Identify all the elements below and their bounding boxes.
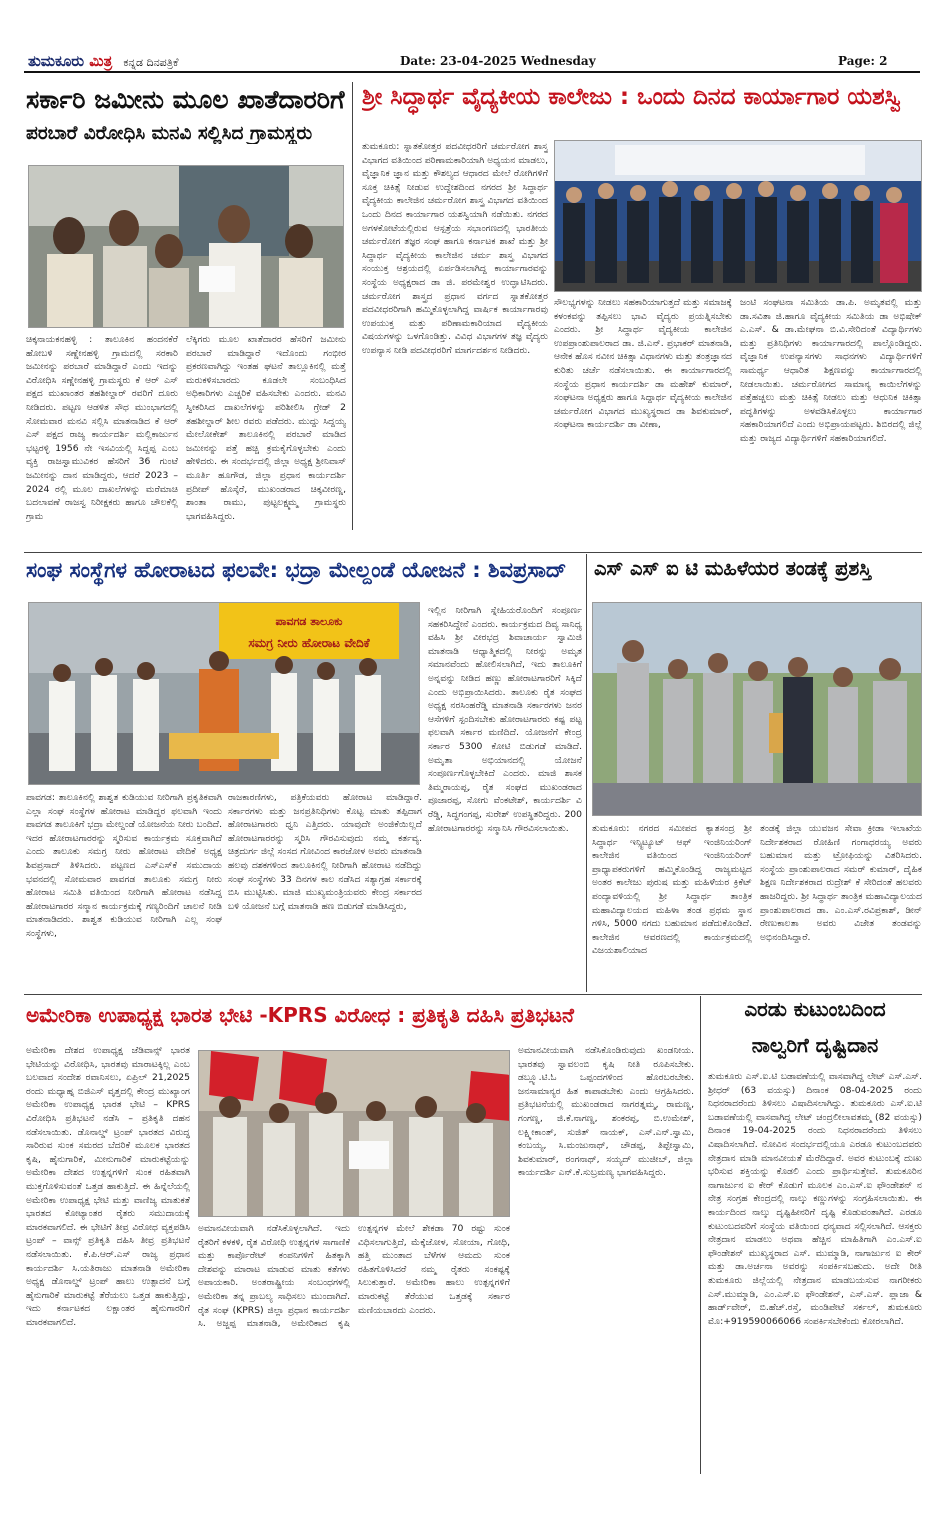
story3-photo (28, 602, 420, 785)
story1-headline-line1: ಸರ್ಕಾರಿ ಜಮೀನು ಮೂಲ ಖಾತೆದಾರರಿಗೆ (26, 86, 345, 114)
story2-column-1: ತುಮಕೂರು: ಸ್ನಾತಕೋತ್ತರ ಪದವೀಧರರಿಗೆ ಚರ್ಮರೋಗ ಶಾಸ್ತ್ರ ವಿಭಾಗದ ವತಿಯಿಂದ ಪರಿಣಾಮಕಾರಿಯಾಗಿ ಅಧ್ಯಯನ ಮಾಡಲು, ವೈಜ್ಞಾನಿಕ ಜ್ಞಾನ ಮತ್ತು ಕೌಶಲ್ಯದ ಆಧಾರದ ಮೇಲೆ ರೋಗಿಗಳಿಗೆ ಸೂಕ್ತ ಚಿಕಿತ್ಸೆ ನೀಡುವ ಉದ್ದೇಶದಿಂದ ನಗರದ ಶ್ರೀ ಸಿದ್ಧಾರ್ಥ ವೈದ್ಯಕೀಯ ಕಾಲೇಜಿನ ಚರ್ಮರೋಗ ಶಾಸ್ತ್ರ ವಿಭಾಗದ ವತಿಯಿಂದ ಒಂದು ದಿನದ ಕಾರ್ಯಾಗಾರ ಯಶಸ್ವಿಯಾಗಿ ನಡೆಯಿತು. ನಗರದ ಅಗಳಕೋಟೆಯಲ್ಲಿರುವ ಆಸ್ಪತ್ರೆಯ ಸಭಾಂಗಣದಲ್ಲಿ ಭಾರತೀಯ ಚರ್ಮರೋಗ ತಜ್ಞರ ಸಂಘ ಹಾಗೂ ಕರ್ನಾಟಕ ಶಾಖೆ ಮತ್ತು ಶ್ರೀ ಸಿದ್ಧಾರ್ಥ ವೈದ್ಯಕೀಯ ಕಾಲೇಜಿನ ಚರ್ಮ ಶಾಸ್ತ್ರ ವಿಭಾಗದ ಸಂಯುಕ್ತ ಆಶ್ರಯದಲ್ಲಿ ಏರ್ಪಡಿಸಲಾಗಿದ್ದ ಕಾರ್ಯಾಗಾರವನ್ನು ಸಂಸ್ಥೆಯ ಅಧ್ಯಕ್ಷರಾದ ಡಾ ಜಿ. ಪರಮೇಶ್ವರ ಉದ್ಘಾಟಿಸಿದರು. ಚರ್ಮರೋಗ ಶಾಸ್ತ್ರದ ಪ್ರಧಾನ ವರ್ಗದ ಸ್ನಾತಕೋತ್ತರ ಪದವೀಧರರಿಗಾಗಿ ಹಮ್ಮಿಕೊಳ್ಳಲಾಗಿದ್ದ ವಾರ್ಷಿಕ ಕಾರ್ಯಾಗಾರವು ಉಪಯುಕ್ತ ಮತ್ತು ಪರಿಣಾಮಕಾರಿಯಾದ ವೈದ್ಯಕೀಯ ವಿಷಯಗಳನ್ನು ಒಳಗೊಂಡಿತ್ತು. ವಿವಿಧ ವಿಭಾಗಗಳ ತಜ್ಞ ವೈದ್ಯರು ಉಪನ್ಯಾಸ ನೀಡಿ ಪದವೀಧರರಿಗೆ ಮಾರ್ಗದರ್ಶನ ನೀಡಿದರು. (362, 141, 548, 356)
page-number: Page: 2 (838, 54, 888, 68)
column-divider (352, 82, 353, 530)
story1-photo (28, 165, 344, 328)
section-divider (24, 552, 922, 553)
column-divider (700, 996, 701, 1474)
masthead-rule (24, 71, 920, 73)
logo-main: ತುಮಕೂರು (28, 52, 85, 70)
story2-column-3: ಜಂಟಿ ಸಂಘಟನಾ ಸಮಿತಿಯ ಡಾ.ಪಿ. ಅಮೃತವಲ್ಲಿ ಮತ್ತು ಡಾ.ಸವಿತಾ ಜಿ.ಹಾಗೂ ವೈದ್ಯಕೀಯ ಸಮಿತಿಯ ಡಾ ಅಭಿಷೇಕ್ ಎ.ಎಸ್. & ಡಾ.ಮೇಘನಾ ಬಿ.ವಿ.ಸೇರಿದಂತೆ ವಿದ್ಯಾರ್ಥಿಗಳು ಮತ್ತು ಪ್ರತಿನಿಧಿಗಳು ಕಾರ್ಯಾಗಾರದಲ್ಲಿ ಪಾಲ್ಗೊಂಡಿದ್ದರು. ವೈಜ್ಞಾನಿಕ ಉಪನ್ಯಾಸಗಳು ಸಾಧನಗಳು ವಿದ್ಯಾರ್ಥಿಗಳಿಗೆ ಸಾಮರ್ಥ್ಯ ಆಧಾರಿತ ಶಿಕ್ಷಣವನ್ನು ಕಾರ್ಯಾಗಾರದಲ್ಲಿ ನೀಡಲಾಯಿತು. ಚರ್ಮರೋಗದ ಸಾಮಾನ್ಯ ಕಾಯಿಲೆಗಳನ್ನು ಪತ್ತೆಹಚ್ಚಲು ಮತ್ತು ಚಿಕಿತ್ಸೆ ನೀಡಲು ಮತ್ತು ಆಧುನಿಕ ಚಿಕಿತ್ಸಾ ಪದ್ಧತಿಗಳನ್ನು ಅಳವಡಿಸಿಕೊಳ್ಳಲು ಕಾರ್ಯಾಗಾರ ಸಹಕಾರಿಯಾಗಲಿದೆ ಎಂದು ಅಭಿಪ್ರಾಯಪಟ್ಟರು. ಶಿಬಿರದಲ್ಲಿ ಜಿಲ್ಲೆ ಮತ್ತು ರಾಜ್ಯದ ವಿದ್ಯಾರ್ಥಿಗಳಿಗೆ ಸಹಕಾರಿಯಾಗಲಿದೆ. (740, 297, 922, 444)
story1-column-2: ಲೆಕ್ಕಿಗರು ಮೂಲ ಖಾತೆದಾರರ ಹೆಸರಿಗೆ ಜಮೀನು ಪರಬಾರೆ ಮಾಡಿದ್ದಾರೆ ಇದೊಂದು ಗಂಭೀರ ಪ್ರಕರಣವಾಗಿದ್ದು ಇಂತಹ ಘಟನೆ ತಾಲ್ಲೂಕಿನಲ್ಲಿ ಮತ್ತೆ ಮರುಕಳಿಸಬಾರದು ಕೂಡಲೇ ಸಂಬಂಧಿಸಿದ ಅಧಿಕಾರಿಗಳು ಎಚ್ಚರಿಕೆ ವಹಿಸಬೇಕು ಎಂದರು. ಮನವಿ ಸ್ವೀಕರಿಸಿದ ದಾಖಲೆಗಳನ್ನು ಪರಿಶೀಲಿಸಿ ಗ್ರೇಡ್ 2 ತಹಶೀಲ್ದಾರ್ ಶೀಲ ರವರು ಪಡೆದರು. ಮುದ್ದು ಸಿದ್ದಯ್ಯ ಮೇಲೋಕೇಶ್ ತಾಲೂಕಿನಲ್ಲಿ ಪರಬಾರೆ ಮಾಡಿದ ಜಮೀನನ್ನು ಪತ್ತೆ ಹಚ್ಚಿ ಕ್ರಮಕೈಗೊಳ್ಳಬೇಕು ಎಂದು ಹೇಳಿದರು. ಈ ಸಂದರ್ಭದಲ್ಲಿ ಜಿಲ್ಲಾ ಅಧ್ಯಕ್ಷ ಶ್ರೀನಿವಾಸ್ ಮೂರ್ತಿ ಹೂಗೌಡ, ಜಿಲ್ಲಾ ಪ್ರಧಾನ ಕಾರ್ಯದರ್ಶಿ ಪ್ರದೀಪ್ ಹೊಸ್ಕೆರೆ, ಮುಖಂಡರಾದ ಚಿಕ್ಕವೀರಣ್ಣ, ಶಾಂತಾ ರಾಮು, ಪುಟ್ಟಲಕ್ಷ್ಮಮ್ಮ ಗ್ರಾಮಸ್ಥರು ಭಾಗವಹಿಸಿದ್ದರು. (186, 334, 346, 522)
story3-column-3: ಇಲ್ಲಿನ ನೀರಿಗಾಗಿ ಸ್ನೇಹಿಯರೊಂದಿಗೆ ಸಂಪೂರ್ಣ ಸಹಕರಿಸಿದ್ದೇನೆ ಎಂದರು. ಕಾರ್ಯಕ್ರಮದ ದಿವ್ಯ ಸಾನಿಧ್ಯ ವಹಿಸಿ ಶ್ರೀ ವೀರಭದ್ರ ಶಿವಾಚಾರ್ಯ ಸ್ವಾಮಿಜಿ ಮಾತನಾಡಿ ಆಧ್ಯಾತ್ಮಿಕದಲ್ಲಿ ನೀರನ್ನು ಅಮೃತ ಸಮಾನವೆಂದು ಹೋಲಿಸಲಾಗಿದೆ, ಇದು ತಾಲೂಕಿಗೆ ಅನ್ನವನ್ನು ನೀಡಿದ ಹಣ್ಣು ಹೋರಾಟಗಾರರಿಗೆ ಸಿಕ್ಕಿದೆ ಎಂದು ಅಭಿಪ್ರಾಯಿಸಿದರು. ತಾಲೂಕು ರೈತ ಸಂಘದ ಅಧ್ಯಕ್ಷ ನರಸಿಂಹರೆಡ್ಡಿ ಮಾತನಾಡಿ ಸರ್ಕಾರಗಳು ಜನರ ಆಸೆಗಳಿಗೆ ಸ್ಪಂದಿಸಬೇಕು ಹೋರಾಟಗಾರರು ಕಷ್ಟ ಪಟ್ಟ ಫಲವಾಗಿ ಸರ್ಕಾರ ಮಣಿದಿದೆ. ಯೋಜನೆಗೆ ಕೇಂದ್ರ ಸರ್ಕಾರ 5300 ಕೋಟಿ ಬಿಡುಗಡೆ ಮಾಡಿದೆ. ಅಮೃತಾ ಅಭಿಯಾನದಲ್ಲಿ ಯೋಜನೆ ಸಂಪೂರ್ಣಗೊಳ್ಳಬೇಕಿದೆ ಎಂದರು. ಮಾಜಿ ಶಾಸಕ ತಿಮ್ಮರಾಯಪ್ಪ, ರೈತ ಸಂಘದ ಮುಖಂಡರಾದ ಪೂಜಾರಪ್ಪ, ಸೋಗು ವೆಂಕಟೇಶ್, ಕಾರ್ಯದರ್ಶಿ ವಿ ರೆಡ್ಡಿ, ಸಿದ್ಧಗಂಗಪ್ಪ, ಸುರೇಶ್ ಉಪಸ್ಥಿತರಿದ್ದರು. 200 ಹೋರಾಟಗಾರರನ್ನು ಸನ್ಮಾನಿಸಿ ಗೌರವಿಸಲಾಯಿತು. (428, 605, 582, 834)
story2-photo (554, 140, 922, 292)
column-divider (586, 554, 587, 992)
story3-photo-graphic (29, 603, 420, 785)
story6-headline-line1: ಎರಡು ಕುಟುಂಬದಿಂದ (744, 998, 886, 1021)
story4-column-2: ತಂಡಕ್ಕೆ ಜಿಲ್ಲಾ ಯುವಜನ ಸೇವಾ ಕ್ರೀಡಾ ಇಲಾಖೆಯ ನಿರ್ದೇಶಕರಾದ ರೋಹಿಣಿ ಗಂಗಾಧರಯ್ಯ ಅವರು ಬಹುಮಾನ ಮತ್ತು ಟ್ರೋಫಿಯನ್ನು ವಿತರಿಸಿದರು. ಸಂಸ್ಥೆಯ ಪ್ರಾಂಶುಪಾಲರಾದ ಸಮರ್ ಕುಮಾರ್, ದೈಹಿಕ ಶಿಕ್ಷಣ ನಿರ್ದೇಶಕರಾದ ರುದ್ರೇಶ್ ಕೆ ಸೇರಿದಂತೆ ಹಲವರು ಹಾಜರಿದ್ದರು. ಶ್ರೀ ಸಿದ್ಧಾರ್ಥ ತಾಂತ್ರಿಕ ಮಹಾವಿದ್ಯಾಲಯದ ಪ್ರಾಂಶುಪಾಲರಾದ ಡಾ. ಎಂ.ಎಸ್.ರವಿಪ್ರಕಾಶ್, ಡೀನ್ ರೇಣುಕಾಲತಾ ಅವರು ವಿಜೇತ ತಂಡವನ್ನು ಅಭಿನಂದಿಸಿದ್ದಾರೆ. (760, 823, 922, 943)
story3-column-1: ಪಾವಗಡ: ತಾಲೂಕಿನಲ್ಲಿ ಶಾಶ್ವತ ಕುಡಿಯುವ ನೀರಿಗಾಗಿ ಪ್ರಕೃತಿಕವಾಗಿ ಎಲ್ಲಾ ಸಂಘ ಸಂಸ್ಥೆಗಳ ಹೋರಾಟ ಮಾಡಿದ್ದರ ಫಲವಾಗಿ ಇಂದು ಪಾವಗಡ ತಾಲೂಕಿಗೆ ಭದ್ರಾ ಮೇಲ್ದಂಡೆ ಯೋಜನೆಯ ನೀರು ಬಂದಿದೆ. ಇದರ ಹೋರಾಟಗಾರರನ್ನು ಸ್ಮರಿಸುವ ಕಾರ್ಯಕ್ರಮ ಸೂಕ್ತವಾಗಿದೆ ಎಂದು ತಾಲೂಕು ಸಮಗ್ರ ನೀರು ಹೋರಾಟ ವೇದಿಕೆ ಅಧ್ಯಕ್ಷ ಶಿವಪ್ರಸಾದ್ ತಿಳಿಸಿದರು. ಪಟ್ಟಣದ ಎಸ್‌ಎಸ್‌ಕೆ ಸಮುದಾಯ ಭವನದಲ್ಲಿ ಸೋಮವಾರ ಪಾವಗಡ ತಾಲೂಕು ಸಮಗ್ರ ನೀರು ಹೋರಾಟ ಸಮಿತಿ ವತಿಯಿಂದ ನೀರಿಗಾಗಿ ಹೋರಾಟ ನಡೆಸಿದ್ದ ಹೋರಾಟಗಾರರ ಸನ್ಮಾನ ಕಾರ್ಯಕ್ರಮಕ್ಕೆ ಗಣ್ಯರಿಂದಿಗೆ ಚಾಲನೆ ನೀಡಿ ಮಾತನಾಡಿದರು. ಶಾಶ್ವತ ಕುಡಿಯುವ ನೀರಿಗಾಗಿ ಎಲ್ಲ ಸಂಘ ಸಂಸ್ಥೆಗಳು, (26, 792, 222, 939)
story1-photo-graphic (29, 166, 344, 328)
story4-photo (592, 602, 922, 816)
story6-headline-line2: ನಾಲ್ವರಿಗೆ ದೃಷ್ಟಿದಾನ (751, 1034, 879, 1057)
story5-headline: ಅಮೇರಿಕಾ ಉಪಾಧ್ಯಕ್ಷ ಭಾರತ ಭೇಟಿ -KPRS ವಿರೋಧ : ಪ್ರತಿಕೃತಿ ದಹಿಸಿ ಪ್ರತಿಭಟನೆ (26, 1003, 574, 1027)
story5-column-1: ಅಮೇರಿಕಾ ದೇಶದ ಉಪಾಧ್ಯಕ್ಷ ಜೆಡಿವಾನ್ಸ್ ಭಾರತ ಭೇಟಿಯನ್ನು ವಿರೋಧಿಸಿ, ಭಾರತವು ಮಾರಾಟಕ್ಕಿಲ್ಲ ಎಂಬ ಬಲವಾದ ಸಂದೇಶ ರವಾನಿಸಲು, ಏಪ್ರಿಲ್ 21,2025 ರಂದು ಮಧ್ಯಾಹ್ನ ಬಿಜಿಎಸ್ ವೃತ್ತದಲ್ಲಿ ಕೇಂದ್ರ ಮುಖ್ಯಾಂಗ ಅಮೇರಿಕಾ ಉಪಾಧ್ಯಕ್ಷ ಭಾರತ ಭೇಟಿ – KPRS ವಿರೋಧಿಸಿ ಪ್ರತಿಭಟನೆ ನಡೆಸಿ – ಪ್ರತಿಕೃತಿ ದಹನ ನಡೆಸಲಾಯಿತು. ಡೊನಾಲ್ಡ್ ಟ್ರಂಪ್ ಭಾರತದ ವಿರುದ್ಧ ಸಾರಿರುವ ಸುಂಕ ಸಮರದ ಬೆದರಿಕೆ ಮೂಲಕ ಭಾರತದ ಕೃಷಿ, ಹೈನುಗಾರಿಕೆ, ಮೀನುಗಾರಿಕೆ ಮಾರುಕಟ್ಟೆಯನ್ನು ಅಮೇರಿಕಾ ದೇಶದ ಉತ್ಪನ್ನಗಳಿಗೆ ಸುಂಕ ರಹಿತವಾಗಿ ಮುಕ್ತಗೊಳಿಸುವಂತೆ ಒತ್ತಡ ಹಾಕುತ್ತಿದೆ. ಈ ಹಿನ್ನೆಲೆಯಲ್ಲಿ ಅಮೇರಿಕಾ ಉಪಾಧ್ಯಕ್ಷ ಭೇಟಿ ಮತ್ತು ವಾಣಿಜ್ಯ ಮಾತುಕತೆ ಭಾರತದ ಕೋಟ್ಯಾಂತರ ರೈತರು ಸಮುದಾಯಕ್ಕೆ ಮಾರಕವಾಗಲಿದೆ. ಈ ಭೇಟಿಗೆ ತೀವ್ರ ವಿರೋಧ ವ್ಯಕ್ತಪಡಿಸಿ ಟ್ರಂಪ್ – ವಾನ್ಸ್ ಪ್ರತಿಕೃತಿ ದಹಿಸಿ ತೀವ್ರ ಪ್ರತಿಭಟನೆ ನಡೆಸಲಾಯಿತು. ಕೆ.ಪಿ.ಆರ್.ಎಸ್ ರಾಜ್ಯ ಪ್ರಧಾನ ಕಾರ್ಯದರ್ಶಿ ಸಿ.ಯತಿರಾಜು ಮಾತನಾಡಿ ಅಮೇರಿಕಾ ಅಧ್ಯಕ್ಷ ಡೊನಾಲ್ಡ್ ಟ್ರಂಪ್ ಹಾಲು ಉತ್ಪಾದನೆ ಬಗ್ಗೆ ಹೈನುಗಾರಿಕೆ ಮಾರುಕಟ್ಟೆ ತೆರೆಯಲು ಒತ್ತಡ ಹಾಕುತ್ತಿದ್ದು, ಇದು ಕರ್ನಾಟಕದ ಲಕ್ಷಾಂತರ ಹೈನುಗಾರರಿಗೆ ಮಾರಕವಾಗಲಿದೆ. (26, 1045, 190, 1328)
story3-banner-line2: ಸಮಗ್ರ ನೀರು ಹೋರಾಟ ವೇದಿಕೆ (248, 636, 370, 650)
story1-column-1: ಚಿಕ್ಕನಾಯಕನಹಳ್ಳಿ : ತಾಲೂಕಿನ ಹಂದನಕೆರೆ ಹೋಬಳಿ ಸಣ್ಣೇನಹಳ್ಳಿ ಗ್ರಾಮದಲ್ಲಿ ಸರಕಾರಿ ಜಮೀನನ್ನು ಪರಬಾರೆ ಮಾಡಿದ್ದಾರೆ ಎಂದು ಇದನ್ನು ವಿರೋಧಿಸಿ ಸಣ್ಣೇನಹಳ್ಳಿ ಗ್ರಾಮಸ್ಥರು ಕೆ ಆರ್ ಎಸ್ ಪಕ್ಷದ ಮುಖಾಂತರ ತಹಶೀಲ್ದಾರ್ ರವರಿಗೆ ದೂರು ನೀಡಿದರು. ಪಟ್ಟಣ ಆಡಳಿತ ಸೌಧ ಮುಂಭಾಗದಲ್ಲಿ ಸೋಮವಾರ ಮನವಿ ಸಲ್ಲಿಸಿ ಮಾತನಾಡಿದ ಕೆ ಆರ್ ಎಸ್ ಪಕ್ಷದ ರಾಜ್ಯ ಕಾರ್ಯದರ್ಶಿ ಮಲ್ಲಿಕಾರ್ಜುನ ಭಟ್ಟರಳ್ಳಿ 1956 ನೇ ಇಸವಿಯಲ್ಲಿ ಸಿದ್ದಪ್ಪ ಎಂಬ ವ್ಯಕ್ತಿ ರಾಜಸ್ವಾಮುವಿಕರ ಹೆಸರಿಗೆ 36 ಗುಂಟೆ ಜಮೀನನ್ನು ದಾನ ಮಾಡಿದ್ದರು, ಆದರೆ 2023 – 2024 ರಲ್ಲಿ ಮೂಲ ದಾಖಲೆಗಳನ್ನು ಮರೆಮಾಚಿ ಬದಲಾವಣೆ ರಾಜಸ್ವ ನಿರೀಕ್ಷಕರು ಹಾಗೂ ಚೌಲಕೆಲ್ಲಿ ಗ್ರಾಮ (26, 334, 178, 522)
story3-column-2: ರಾಜಕಾರಣಿಗಳು, ಪತ್ರಿಕೆಯವರು ಹೋರಾಟ ಮಾಡಿದ್ದಾರೆ. ಸರ್ಕಾರಗಳು ಮತ್ತು ಜನಪ್ರತಿನಿಧಿಗಳು ಕೊಟ್ಟ ಮಾತು ತಪ್ಪಿದಾಗ ಹೋರಾಟಗಾರರು ಧ್ವನಿ ಎತ್ತಿದರು. ಯಾವುದೇ ಅಂಜಿಕೆಯಿಲ್ಲದೆ ಹೋರಾಟಗಾರರನ್ನು ಸ್ಮರಿಸಿ ಗೌರವಿಸುವುದು ನಮ್ಮ ಕರ್ತವ್ಯ. ಚಿತ್ರದುರ್ಗ ಜಿಲ್ಲೆ ಸಂಸದ ಗೋವಿಂದ ಕಾರಜೋಳ ಅವರು ಮಾತನಾಡಿ ಹಲವು ದಶಕಗಳಿಂದ ತಾಲೂಕಿನಲ್ಲಿ ನೀರಿಗಾಗಿ ಹೋರಾಟ ನಡೆದಿದ್ದು ಸಂಘ ಸಂಸ್ಥೆಗಳು 33 ದಿನಗಳ ಕಾಲ ನಡೆಸಿದ ಸತ್ಯಾಗ್ರಹ ಸರ್ಕಾರಕ್ಕೆ ಬಿಸಿ ಮುಟ್ಟಿಸಿತು. ಮಾಜಿ ಮುಖ್ಯಮಂತ್ರಿಯವರು ಕೇಂದ್ರ ಸರ್ಕಾರದ ಬಳಿ ಯೋಜನೆ ಬಗ್ಗೆ ಮಾತನಾಡಿ ಹಣ ಬಿಡುಗಡೆ ಮಾಡಿಸಿದ್ದರು, (228, 792, 422, 912)
story6-body: ತುಮಕೂರು ಎಸ್.ಐ.ಟಿ ಬಡಾವಣೆಯಲ್ಲಿ ವಾಸವಾಗಿದ್ದ ಲೇಟ್ ಎಸ್.ಎಸ್. ಶ್ರೀಧರ್ (63 ವಯಸ್ಸು) ದಿನಾಂಕ 08-04-2025 ರಂದು ನಿಧನರಾದರೆಂದು ತಿಳಿಸಲು ವಿಷಾದಿಸಲಾಗಿದ್ದು. ತುಮಕೂರು ಎಸ್.ಐ.ಟಿ ಬಡಾವಣೆಯಲ್ಲಿ ವಾಸವಾಗಿದ್ದ ಲೇಟ್ ಚಂದ್ರಲೀಲಾವತಮ್ಮ (82 ವಯಸ್ಸು) ದಿನಾಂಕ 19-04-2025 ರಂದು ನಿಧನರಾದರೆಂದು ತಿಳಿಸಲು ವಿಷಾದಿಸಲಾಗಿದೆ. ನೋವಿನ ಸಂದರ್ಭದಲ್ಲಿಯೂ ಎರಡೂ ಕುಟುಂಬದವರು ನೇತ್ರದಾನ ಮಾಡಿ ಮಾನವೀಯತೆ ಮೆರೆದಿದ್ದಾರೆ. ಅವರ ಕುಟುಂಬಕ್ಕೆ ದುಃಖ ಭರಿಸುವ ಶಕ್ತಿಯನ್ನು ಕೊಡಲಿ ಎಂದು ಪ್ರಾರ್ಥಿಸುತ್ತೇವೆ. ತುಮಕೂರಿನ ನಾಗಾರ್ಜುನ ಐ ಕೇರ್ ಕೊಡುಗೆ ಮೂಲಕ ಎಂ.ಎಸ್.ಐ ಫೌಂಡೇಶನ್ ನ ನೇತ್ರ ಸಂಗ್ರಹ ಕೇಂದ್ರದಲ್ಲಿ ನಾಲ್ಕು ಕಣ್ಣುಗಳನ್ನು ಸಂಗ್ರಹಿಸಲಾಯಿತು. ಈ ಕಾರ್ಯದಿಂದ ನಾಲ್ಕು ದೃಷ್ಟಿಹೀನರಿಗೆ ದೃಷ್ಟಿ ಕೊಡುವಂತಾಗಿದೆ. ಎರಡೂ ಕುಟುಂಬದವರಿಗೆ ಸಂಸ್ಥೆಯ ವತಿಯಿಂದ ಧನ್ಯವಾದ ಸಲ್ಲಿಸಲಾಗಿದೆ. ಆಸಕ್ತರು ನೇತ್ರದಾನ ಮಾಡಲು ಅಥವಾ ಹೆಚ್ಚಿನ ಮಾಹಿತಿಗಾಗಿ ಎಂ.ಎಸ್.ಐ ಫೌಂಡೇಶನ್ ಮುಖ್ಯಸ್ಥರಾದ ಎಸ್. ಮುಮ್ಮಾಡಿ, ನಾಗಾರ್ಜುನ ಐ ಕೇರ್ ಮತ್ತು ಡಾ.ಅರ್ಚನಾ ಅವರನ್ನು ಸಂಪರ್ಕಿಸಬಹುದು. ಅದೇ ರೀತಿ ತುಮಕೂರು ಜಿಲ್ಲೆಯಲ್ಲಿ ನೇತ್ರದಾನ ಮಾಡಬಯಸುವ ನಾಗರೀಕರು ಎಸ್.ಮುಮ್ಮಾಡಿ, ಎಂ.ಎಸ್.ಐ ಫೌಂಡೇಶನ್, ಎಸ್.ಎಸ್. ಪ್ಲಾಜಾ & ಹಾರ್ಡ್‌ವೇರ್, ಬಿ.ಹೆಚ್.ರಸ್ತೆ, ಮಂಡಿಪೇಟೆ ಸರ್ಕಲ್, ತುಮಕೂರು ಮೊ:+919590066066 ಸಂಪರ್ಕಿಸಬೇಕೆಂದು ಕೋರಲಾಗಿದೆ. (708, 1071, 922, 1327)
story5-photo (198, 1050, 510, 1217)
logo-mitra: ಮಿತ್ರ (89, 52, 113, 70)
story2-headline: ಶ್ರೀ ಸಿದ್ಧಾರ್ಥ ವೈದ್ಯಕೀಯ ಕಾಲೇಜು : ಒಂದು ದಿನದ ಕಾರ್ಯಾಗಾರ ಯಶಸ್ವಿ (362, 84, 901, 110)
logo-subtitle: ಕನ್ನಡ ದಿನಪತ್ರಿಕೆ (123, 56, 179, 69)
story3-headline: ಸಂಘ ಸಂಸ್ಥೆಗಳ ಹೋರಾಟದ ಫಲವೇ: ಭದ್ರಾ ಮೇಲ್ದಂಡೆ ಯೋಜನೆ : ಶಿವಪ್ರಸಾದ್ (26, 558, 567, 582)
dateline: Date: 23-04-2025 Wednesday (400, 54, 596, 68)
section-divider (24, 994, 922, 995)
masthead-logo (28, 52, 178, 70)
story2-column-2: ಸೌಲಭ್ಯಗಳನ್ನು ನೀಡಲು ಸಹಕಾರಿಯಾಗುತ್ತದೆ ಮತ್ತು ಸಮಾಜಕ್ಕೆ ಕಳಂಕವನ್ನು ತಪ್ಪಿಸಲು ಭಾವಿ ವೈದ್ಯರು ಪ್ರಯತ್ನಿಸಬೇಕು ಎಂದರು. ಶ್ರೀ ಸಿದ್ಧಾರ್ಥ ವೈದ್ಯಕೀಯ ಕಾಲೇಜಿನ ಉಪಪ್ರಾಂಶುಪಾಲರಾದ ಡಾ. ಜಿ.ಎನ್. ಪ್ರಭಾಕರ್ ಮಾತನಾಡಿ, ಆನೇಕ ಹೊಸ ನವೀನ ಚಿಕಿತ್ಸಾ ವಿಧಾನಗಳು ಮತ್ತು ತಂತ್ರಜ್ಞಾನದ ಕುರಿತು ಚರ್ಚೆ ನಡೆಸಲಾಯಿತು. ಈ ಕಾರ್ಯಾಗಾರದಲ್ಲಿ ಸಂಸ್ಥೆಯ ಪ್ರಧಾನ ಕಾರ್ಯದರ್ಶಿ ಡಾ ಮಹೇಶ್ ಕುಮಾರ್, ಸಂಘಟನಾ ಅಧ್ಯಕ್ಷರು ಹಾಗೂ ಸಿದ್ದಾರ್ಥ ವೈದ್ಯಕೀಯ ಕಾಲೇಜಿನ ಚರ್ಮರೋಗ ವಿಭಾಗದ ಮುಖ್ಯಸ್ಥರಾದ ಡಾ ಶಿವಕುಮಾರ್, ಸಂಘಟನಾ ಕಾರ್ಯದರ್ಶಿ ಡಾ ವೀಣಾ, (554, 297, 732, 431)
story4-headline: ಎಸ್ ಎಸ್ ಐ ಟಿ ಮಹಿಳೆಯರ ತಂಡಕ್ಕೆ ಪ್ರಶಸ್ತಿ (594, 558, 872, 580)
story4-photo-graphic (593, 603, 922, 816)
story5-photo-graphic (199, 1051, 510, 1217)
story2-photo-graphic (555, 141, 922, 292)
story5-column-2: ಅಮಾನವೀಯವಾಗಿ ನಡೆಸಿಕೊಳ್ಳಲಾಗಿದೆ. ಇದು ರೈತರಿಗೆ ಕಳಕಳಿ, ರೈತ ವಿರೋಧಿ ಉತ್ಪನ್ನಗಳ ಸಾಗಾಣಿಕೆ ಮತ್ತು ಕಾರ್ಪೊರೇಟ್ ಕಂಪನಿಗಳಿಗೆ ಹಿತಕ್ಕಾಗಿ ದೇಶವನ್ನು ಮಾರಾಟ ಮಾಡುವ ಮಾತು ಕತೆಗಳು ಅಪಾಯಕಾರಿ. ಅಂತರಾಷ್ಟ್ರೀಯ ಸಂಬಂಧಗಳಲ್ಲಿ ಅಮೇರಿಕಾ ತನ್ನ ಪ್ರಾಬಲ್ಯ ಸಾಧಿಸಲು ಮುಂದಾಗಿದೆ. ರೈತ ಸಂಘ (KPRS) ಜಿಲ್ಲಾ ಪ್ರಧಾನ ಕಾರ್ಯದರ್ಶಿ ಸಿ. ಅಜ್ಜಪ್ಪ ಮಾತನಾಡಿ, ಅಮೇರಿಕಾದ ಕೃಷಿ ಉತ್ಪನ್ನಗಳ ಮೇಲೆ ಶೇಕಡಾ 70 ರಷ್ಟು ಸುಂಕ ವಿಧಿಸಲಾಗುತ್ತಿದೆ, ಮೆಕ್ಕೆಜೋಳ, ಸೋಯಾ, ಗೋಧಿ, ಹತ್ತಿ ಮುಂತಾದ ಬೆಳೆಗಳ ಆಮದು ಸುಂಕ ರಹಿತಗೊಳಿಸಿದರೆ ನಮ್ಮ ರೈತರು ಸಂಕಷ್ಟಕ್ಕೆ ಸಿಲುಕುತ್ತಾರೆ. ಅಮೇರಿಕಾ ಹಾಲು ಉತ್ಪನ್ನಗಳಿಗೆ ಮಾರುಕಟ್ಟೆ ತೆರೆಯುವ ಒತ್ತಡಕ್ಕೆ ಸರ್ಕಾರ ಮಣಿಯಬಾರದು ಎಂದರು. (198, 1223, 510, 1330)
story1-headline-line2: ಪರಬಾರೆ ವಿರೋಧಿಸಿ ಮನವಿ ಸಲ್ಲಿಸಿದ ಗ್ರಾಮಸ್ಥರು (26, 123, 313, 144)
story4-column-1: ತುಮಕೂರು: ನಗರದ ಸಮೀಪದ ಕ್ಯಾತಸಂದ್ರ ಶ್ರೀ ಸಿದ್ಧಾರ್ಥ ಇನ್ಸ್ಟಿಟ್ಯೂಟ್ ಆಫ್ ಇಂಜಿನಿಯರಿಂಗ್ ಕಾಲೇಜಿನ ವತಿಯಿಂದ ಇಂಜಿನಿಯರಿಂಗ್ ಪ್ರಾಧ್ಯಾಪಕರುಗಳಿಗೆ ಹಮ್ಮಿಕೊಂಡಿದ್ದ ರಾಜ್ಯಮಟ್ಟದ ಅಂತರ ಕಾಲೇಜು ಪುರುಷ ಮತ್ತು ಮಹಿಳೆಯರ ಕ್ರಿಕೆಟ್ ಪಂದ್ಯಾವಳಿಯಲ್ಲಿ ಶ್ರೀ ಸಿದ್ಧಾರ್ಥ ತಾಂತ್ರಿಕ ಮಹಾವಿದ್ಯಾಲಯದ ಮಹಿಳಾ ತಂಡ ಪ್ರಥಮ ಸ್ಥಾನ ಗಳಿಸಿ, 5000 ನಗದು ಬಹುಮಾನ ಪಡೆದುಕೊಂಡಿದೆ. ಕಾಲೇಜಿನ ಆವರಣದಲ್ಲಿ ಕಾರ್ಯಕ್ರಮದಲ್ಲಿ ವಿಜಯಶಾಲಿಯಾದ (592, 823, 752, 957)
story5-column-3: ಅಮಾನವೀಯವಾಗಿ ನಡೆಸಿಕೊಂಡಿರುವುದು ಖಂಡನೀಯ. ಭಾರತವು ಸ್ವಾವಲಂಬಿ ಕೃಷಿ ನೀತಿ ರೂಪಿಸಬೇಕು. ಡಬ್ಲ್ಯೂ.ಟಿ.ಓ ಒಪ್ಪಂದಗಳಿಂದ ಹೊರಬರಬೇಕು. ಜನಸಾಮಾನ್ಯರ ಹಿತ ಕಾಪಾಡಬೇಕು ಎಂದು ಆಗ್ರಹಿಸಿದರು. ಪ್ರತಿಭಟನೆಯಲ್ಲಿ ಮುಖಂಡರಾದ ನಾಗರತ್ನಮ್ಮ, ರಾಮಣ್ಣ, ಗಂಗಣ್ಣ, ಜಿ.ಕೆ.ನಾಗಣ್ಣ, ಶಂಕರಪ್ಪ, ಬಿ.ಉಮೇಶ್, ಲಕ್ಷ್ಮೀಕಾಂತ್, ಸುಜಿತ್ ನಾಯಕ್, ಎಸ್.ಎನ್.ಸ್ವಾಮಿ, ಕಂಬಯ್ಯ, ಸಿ.ಮಂಜುನಾಥ್, ಚೌಡಪ್ಪ, ತಿಪ್ಪೇಸ್ವಾಮಿ, ಶಿವಕುಮಾರ್, ರಂಗನಾಥ್, ಸಯ್ಯದ್ ಮುಜೀಬ್, ಜಿಲ್ಲಾ ಕಾರ್ಯದರ್ಶಿ ಎನ್.ಕೆ.ಸುಬ್ರಮಣ್ಯ ಭಾಗವಹಿಸಿದ್ದರು. (518, 1045, 694, 1179)
story3-banner-line1: ಪಾವಗಡ ತಾಲೂಕು (275, 615, 343, 628)
